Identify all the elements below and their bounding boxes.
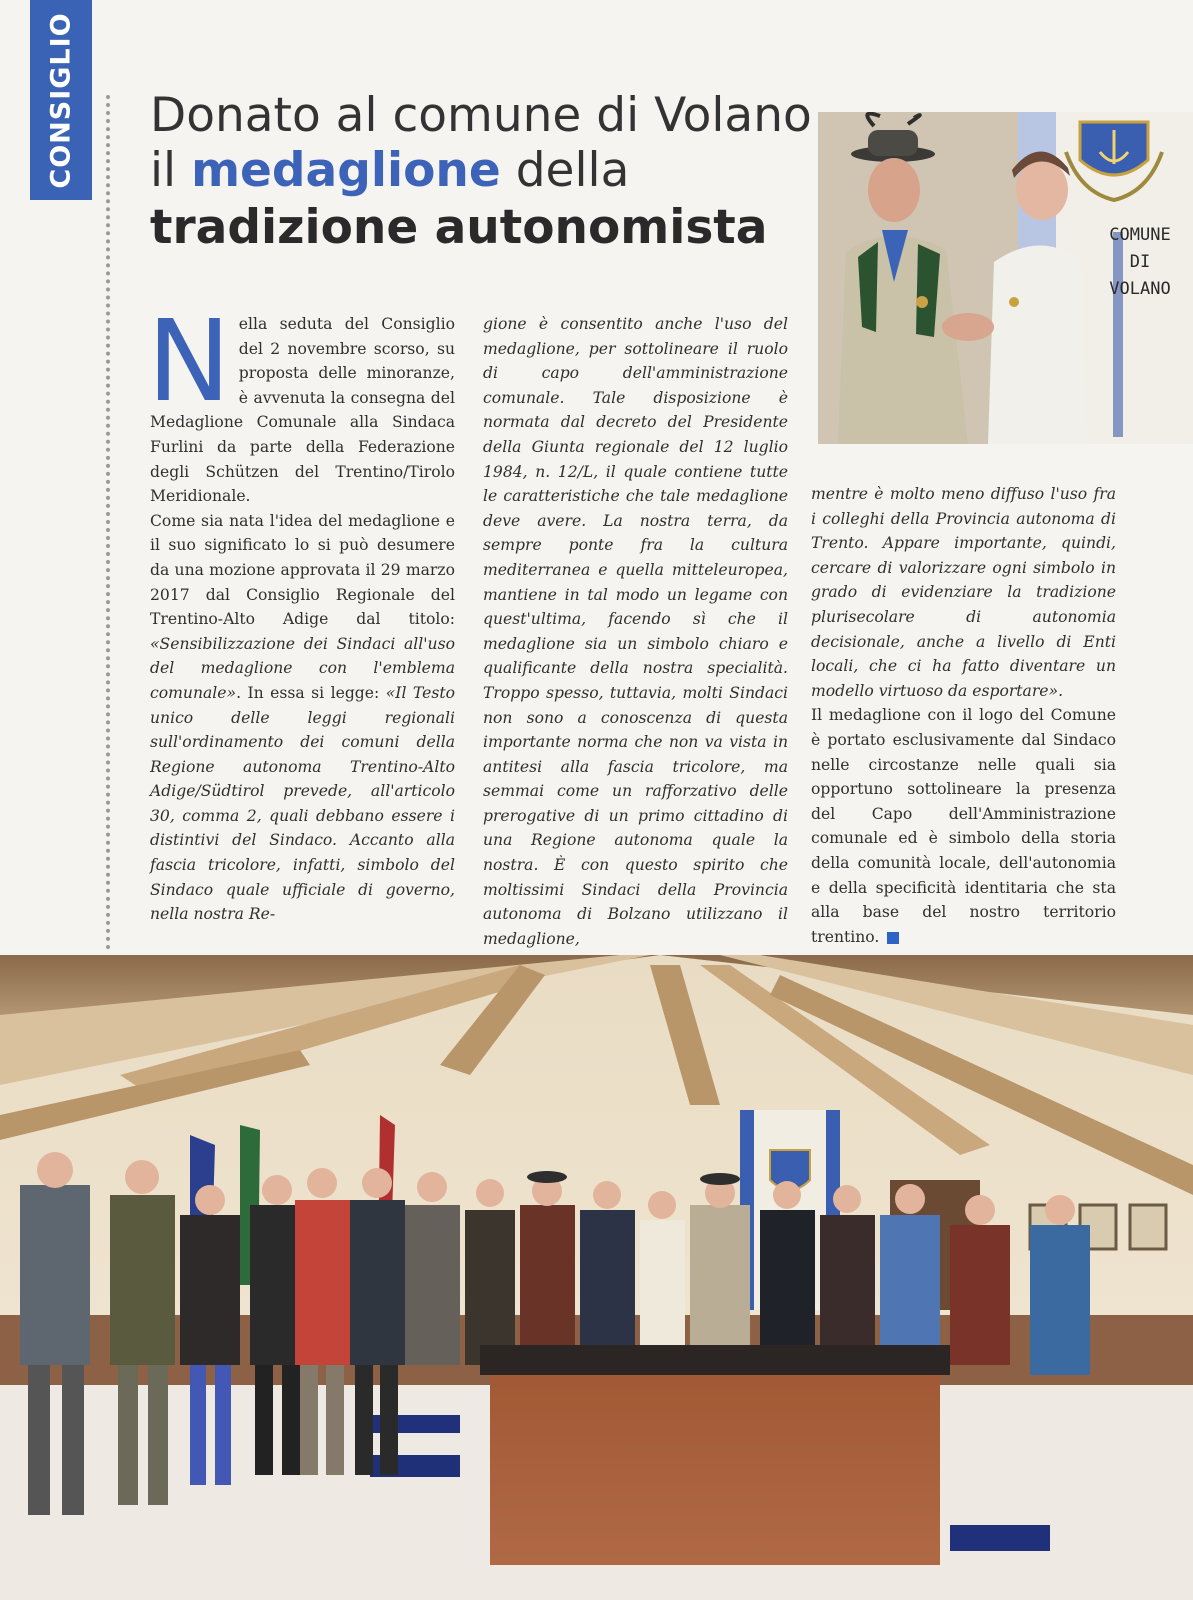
article-column-3 [811, 482, 1116, 949]
col1-p2-quote: «Il Testo unico delle leggi regionali sull'ordinamento dei comuni della Regione autonoma Trentino-Alto Adige/Südtirol prevede, all'articolo 30, comma 2, quali debbano essere i distintivi del Sindaco. Accanto alla fascia tricolore, infatti, simbolo del Sindaco quale ufficiale di governo, nella nostra Re- [150, 683, 455, 924]
article-headline [150, 88, 810, 258]
photo-council-group [0, 955, 1193, 1600]
col1-paragraph-2 [150, 509, 455, 927]
dotted-divider [106, 95, 110, 950]
headline-line-2-post: della [500, 143, 630, 198]
col1-p2-c: . In essa si legge: [236, 683, 386, 702]
col3-p2-text: Il medaglione con il logo del Comune è portato esclusivamente dal Sindaco nelle circostanze nelle quali sia opportuno sottolineare la presenza del Capo dell'Amministrazione comunale ed è simbolo della storia della comunità locale, dell'autonomia e della specificità identitaria che sta alla base del nostro territorio trentino. [811, 706, 1116, 946]
headline-line-2 [150, 143, 810, 198]
banner-text-1: COMUNE [1109, 225, 1171, 245]
headline-line-2-pre: il [150, 143, 192, 198]
col2-paragraph: gione è consentito anche l'uso del medaglione, per sottolineare il ruolo di capo dell'amministrazione comunale. Tale disposizione è normata dal decreto del Presidente della Giunta regionale del 12 luglio 1984, n. 12/L, il quale contiene tutte le caratteristiche che tale medaglione deve avere. La nostra terra, da sempre ponte fra la cultura mediterranea e quella mitteleuropea, mantiene in tal modo un legame con quest'ultima, facendo sì che il medaglione sia un simbolo chiaro e qualificante della nostra specialità. Troppo spesso, tuttavia, molti Sindaci non sono a conoscenza di questa importante norma che non va vista in antitesi alla fascia tricolore, ma semmai come un rafforzativo delle prerogative di un primo cittadino di una Regione autonoma quale la nostra. È con questo spirito che moltissimi Sindaci della Provincia autonoma di Bolzano utilizzano il medaglione, [483, 315, 788, 948]
headline-highlight: medaglione [191, 143, 501, 198]
section-tab [30, 0, 92, 200]
group-photo-svg [0, 955, 1193, 1600]
drop-cap: N [147, 297, 231, 427]
banner-text-3: VOLANO [1109, 279, 1171, 299]
col1-p1-text: ella seduta del Consiglio del 2 novembre scorso, su proposta delle minoranze, è avvenuta la consegna del Medaglione Comunale alla Sindaca Furlini da parte della Federazione degli Schützen del Trentino/Tirolo Meridionale. [150, 315, 455, 506]
article-column-2 [483, 312, 788, 951]
handshake-photo-svg [818, 112, 1193, 444]
col1-paragraph-1 [147, 297, 455, 509]
col1-p2-a: Come sia nata l'idea del medaglione e il suo significato lo si può desumere da una mozione approvata il 29 marzo 2017 dal Consiglio Regionale del Trentino-Alto Adige dal titolo: [150, 511, 455, 629]
col3-paragraph-1: mentre è molto meno diffuso l'uso fra i colleghi della Provincia autonoma di Trento. Appare importante, quindi, cercare di valorizzare ogni simbolo in grado di evidenziare la tradizione plurisecolare di autonomia decisionale, anche a livello di Enti locali, che ci ha fatto diventare un modello virtuoso da esportare». [811, 485, 1116, 700]
section-label: CONSIGLIO [45, 11, 77, 189]
col3-paragraph-2 [811, 703, 1116, 949]
headline-line-3: tradizione autonomista [150, 200, 768, 255]
end-of-article-mark [887, 932, 899, 944]
photo-handshake [818, 112, 1193, 444]
col1-p2-title: «Sensibilizzazione dei Sindaci all'uso del medaglione con l'emblema comunale» [150, 634, 455, 702]
article-column-1 [147, 297, 455, 927]
banner-text-2: DI [1129, 252, 1151, 272]
headline-line-1: Donato al comune di Volano [150, 88, 812, 143]
